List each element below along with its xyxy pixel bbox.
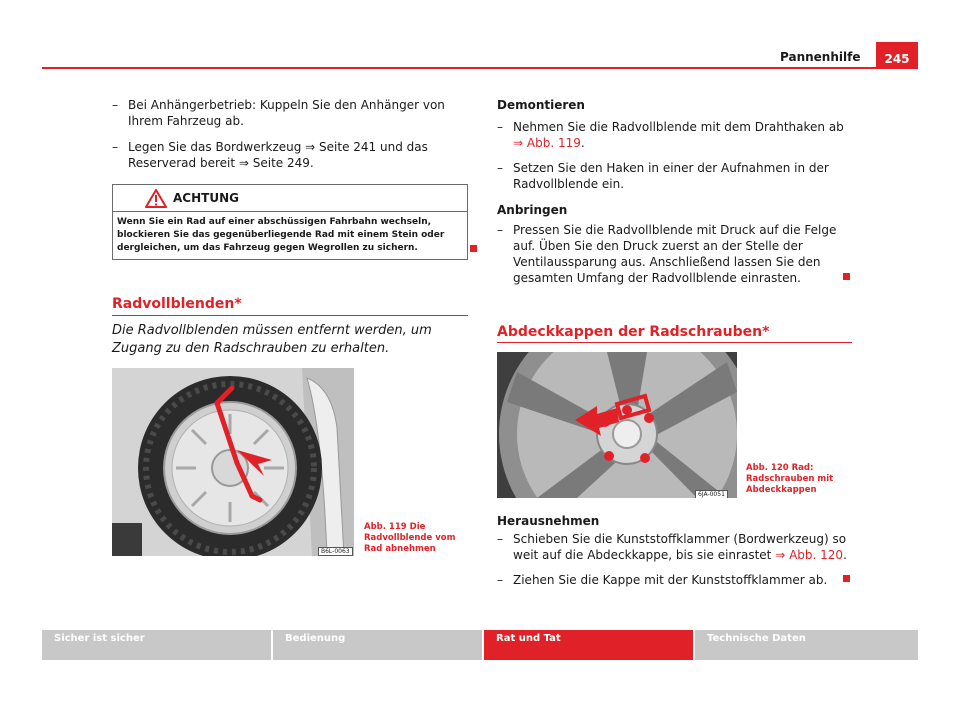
section-title-radvollblenden: Radvollblenden* bbox=[112, 296, 242, 312]
figure-code: 6JA-0051 bbox=[695, 490, 728, 498]
list-item-text: Pressen Sie die Radvollblende mit Druck auf die Felge auf. Üben Sie den Druck zuerst an der Stelle der Ventilaussparung aus. Anschließend lassen Sie den gesamten Umfang der Radvollblende einrasten. bbox=[513, 223, 837, 285]
list-item bbox=[112, 97, 462, 129]
section-intro: Die Radvollblenden müssen entfernt werden, um Zugang zu den Radschrauben zu erhalten. bbox=[112, 323, 432, 356]
list-item bbox=[497, 222, 853, 286]
end-marker bbox=[470, 245, 477, 252]
list-item bbox=[112, 139, 462, 171]
end-marker bbox=[843, 273, 850, 280]
heading-demontieren: Demontieren bbox=[497, 98, 585, 112]
bullet-dash: – bbox=[112, 98, 118, 112]
end-marker bbox=[843, 575, 850, 582]
list-item-text: Bei Anhängerbetrieb: Kuppeln Sie den Anhänger von Ihrem Fahrzeug ab. bbox=[128, 98, 445, 128]
warning-header bbox=[113, 185, 467, 212]
figure-119 bbox=[112, 368, 354, 556]
figure-caption: Abb. 119 Die Radvollblende vom Rad abnehmen bbox=[364, 522, 456, 554]
list-item bbox=[497, 531, 853, 563]
list-item-end: . bbox=[843, 548, 847, 562]
wheel-cover-illustration bbox=[112, 368, 354, 556]
list-item-text: Legen Sie das Bordwerkzeug ⇒ Seite 241 und das Reserverad bereit ⇒ Seite 249. bbox=[128, 140, 428, 170]
page-title: Pannenhilfe bbox=[780, 50, 861, 64]
figure-code: B6L-0063 bbox=[318, 547, 353, 556]
warning-title: ACHTUNG bbox=[173, 191, 239, 205]
section-title-abdeckkappen: Abdeckkappen der Radschrauben* bbox=[497, 324, 770, 340]
list-item-text: Setzen Sie den Haken in einer der Aufnahmen in der Radvollblende ein. bbox=[513, 161, 829, 191]
list-item-text: Ziehen Sie die Kappe mit der Kunststoffklammer ab. bbox=[513, 573, 828, 587]
header-rule bbox=[42, 67, 918, 69]
footer-tab-bedienung[interactable]: Bedienung bbox=[273, 630, 482, 660]
lug-bolt-cap-illustration bbox=[497, 352, 737, 498]
footer-tab-technische-daten[interactable]: Technische Daten bbox=[695, 630, 918, 660]
figure-120 bbox=[497, 352, 737, 498]
warning-text: Wenn Sie ein Rad auf einer abschüssigen Fahrbahn wechseln, blockieren Sie das gegenüberliegende Rad mit einem Stein oder dergleichen, um das Fahrzeug gegen Wegrollen zu sichern. bbox=[117, 217, 445, 253]
list-item bbox=[497, 572, 853, 588]
footer-tab-rat-und-tat[interactable]: Rat und Tat bbox=[484, 630, 693, 660]
bullet-dash: – bbox=[112, 140, 118, 154]
footer-tab-sicher[interactable]: Sicher ist sicher bbox=[42, 630, 271, 660]
left-bullet-list bbox=[112, 97, 462, 187]
list-item-text: Nehmen Sie die Radvollblende mit dem Drahthaken ab bbox=[513, 120, 844, 134]
figure-link-120[interactable]: ⇒ Abb. 120 bbox=[775, 548, 844, 562]
figure-caption: Abb. 120 Rad: Radschrauben mit Abdeckkappen bbox=[746, 463, 834, 495]
warning-box bbox=[112, 184, 468, 260]
heading-anbringen: Anbringen bbox=[497, 203, 568, 217]
section-rule bbox=[497, 342, 852, 343]
list-item-text: Schieben Sie die Kunststoffklammer (Bordwerkzeug) so weit auf die Abdeckkappe, bis sie einrastet bbox=[513, 532, 847, 562]
bullet-dash: – bbox=[497, 573, 503, 587]
bullet-dash: – bbox=[497, 532, 503, 546]
bullet-dash: – bbox=[497, 120, 503, 134]
figure-link-119[interactable]: ⇒ Abb. 119 bbox=[513, 136, 581, 150]
bullet-dash: – bbox=[497, 223, 503, 237]
list-item bbox=[497, 119, 853, 151]
section-rule bbox=[112, 315, 468, 316]
page-number: 245 bbox=[876, 42, 918, 68]
list-item bbox=[497, 160, 853, 192]
list-item-end: . bbox=[580, 136, 585, 150]
heading-herausnehmen: Herausnehmen bbox=[497, 514, 600, 528]
bullet-dash: – bbox=[497, 161, 503, 175]
warning-icon bbox=[145, 189, 167, 208]
